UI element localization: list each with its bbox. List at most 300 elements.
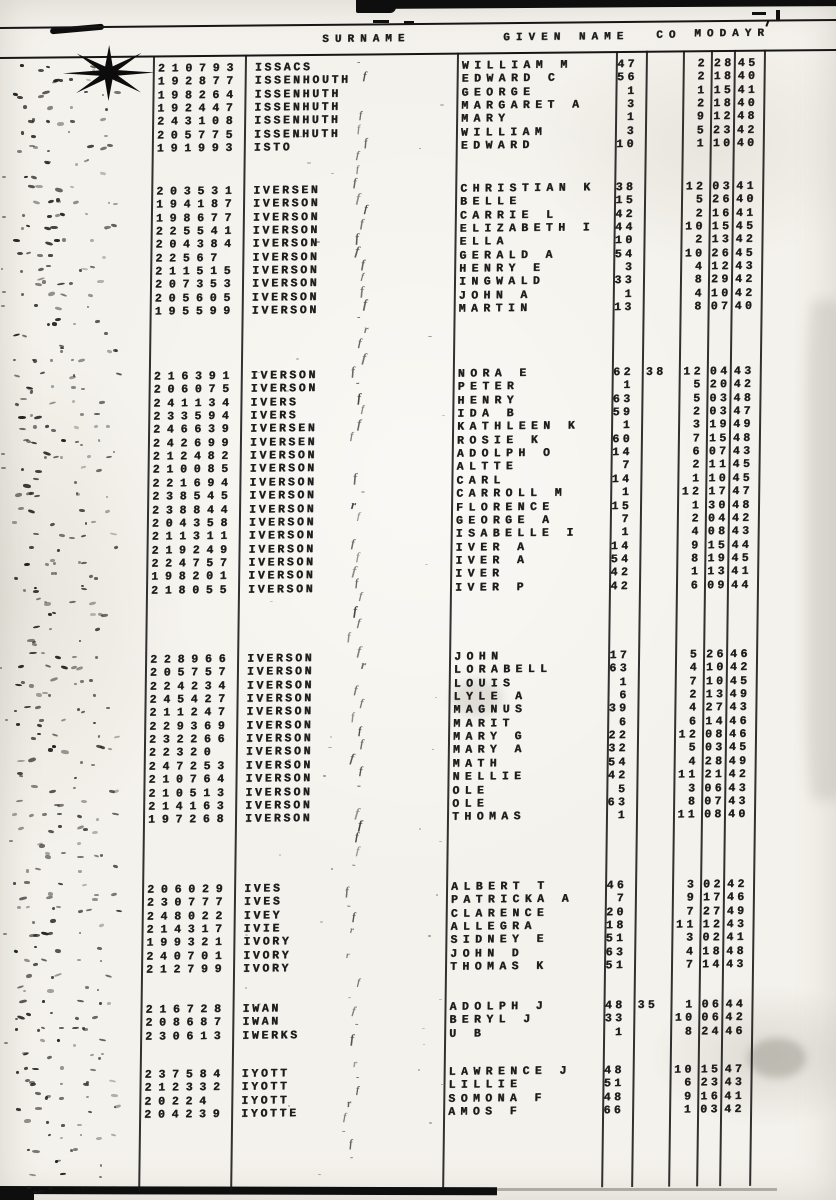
cell-co: 1 xyxy=(621,526,632,540)
cell-da: 15 xyxy=(707,538,729,552)
scan-speck xyxy=(80,413,84,416)
scan-speck xyxy=(94,577,98,580)
scan-speck xyxy=(442,415,445,417)
cell-da: 26 xyxy=(706,648,727,662)
cell-mo: 5 xyxy=(688,741,699,755)
cell-da: 03 xyxy=(709,391,731,405)
cell-da: 10 xyxy=(710,286,732,300)
cell-mo: 6 xyxy=(688,715,700,729)
scan-smudge-mark: f xyxy=(362,297,368,312)
cell-da: 23 xyxy=(712,123,734,137)
cell-da: 12 xyxy=(702,918,724,932)
scan-speck xyxy=(17,95,23,98)
scan-speck xyxy=(91,521,96,523)
cell-id: 198677 xyxy=(155,211,239,226)
cell-mo: 2 xyxy=(691,512,702,526)
cell-given: MARGARET A xyxy=(461,98,585,113)
scan-speck xyxy=(52,322,57,326)
scan-speck xyxy=(61,238,66,242)
scan-speck xyxy=(50,359,53,362)
scan-speck xyxy=(323,775,326,777)
cell-id: 230613 xyxy=(145,1029,228,1044)
cell-yr: 41 xyxy=(737,83,759,97)
cell-da: 27 xyxy=(705,701,727,715)
cell-da: 16 xyxy=(711,206,733,220)
cell-yr: 40 xyxy=(736,136,758,151)
cell-given: ADOLPH O xyxy=(456,446,556,461)
cell-co: 14 xyxy=(612,446,633,460)
cell-id: 241134 xyxy=(153,396,236,411)
cell-mo: 8 xyxy=(690,552,702,566)
cell-given: PETER xyxy=(457,380,520,394)
scan-speck xyxy=(46,265,51,267)
cell-co: 15 xyxy=(611,499,633,513)
cell-co: 46 xyxy=(606,879,628,893)
scan-speck xyxy=(103,332,107,335)
scan-speck xyxy=(256,122,258,124)
cell-yr: 42 xyxy=(733,378,755,392)
cell-da: 12 xyxy=(713,110,734,124)
cell-co: 51 xyxy=(605,932,627,946)
cell-given: ALTTE xyxy=(456,460,519,475)
cell-given: ELLA xyxy=(459,235,509,249)
cell-co: 10 xyxy=(614,234,636,248)
cell-da: 10 xyxy=(712,137,734,151)
scan-smudge-mark: f xyxy=(359,217,364,231)
cell-given: FLORENCE xyxy=(455,500,555,515)
cell-id: 247253 xyxy=(148,759,232,774)
scan-speck xyxy=(289,398,292,400)
cell-surname: IVERSON xyxy=(248,555,316,570)
cell-surname: IVERSON xyxy=(246,718,314,733)
cell-co: 63 xyxy=(612,392,634,406)
cell-yr: 48 xyxy=(733,391,755,405)
cell-surname: IVERSON xyxy=(252,197,321,211)
cell-given: NORA E xyxy=(457,366,532,381)
scan-smudge-mark: r xyxy=(346,1098,353,1111)
scan-smudge-mark: - xyxy=(355,1071,360,1083)
cell-id: 218055 xyxy=(150,583,234,598)
scan-smudge-mark: f xyxy=(354,831,359,844)
scan-speck xyxy=(21,131,25,135)
cell-co: 1 xyxy=(617,809,629,823)
cell-yr: 41 xyxy=(735,206,757,220)
scan-speck xyxy=(428,935,431,937)
cell-given: HENRY xyxy=(457,393,520,408)
scan-speck xyxy=(61,439,66,443)
cell-mo: 3 xyxy=(686,878,698,892)
cell-surname: IVERSEN xyxy=(253,183,321,198)
cell-yr: 41 xyxy=(736,179,757,193)
cell-id: 242699 xyxy=(152,436,236,451)
cell-mo: 9 xyxy=(696,110,708,124)
cell-given: LOUIS xyxy=(453,676,516,691)
scan-smudge-mark: f xyxy=(351,537,356,550)
scan-speck xyxy=(432,749,434,751)
cell-co: 48 xyxy=(603,1064,625,1078)
scan-smudge-mark: f xyxy=(356,644,362,659)
cell-surname: IVORY xyxy=(243,948,292,963)
accent-mark xyxy=(765,20,769,26)
scan-smudge-mark: f xyxy=(355,163,360,175)
cell-id: 219249 xyxy=(151,543,234,558)
cell-da: 14 xyxy=(705,714,726,729)
cell-co: 56 xyxy=(616,71,638,85)
cell-co: 42 xyxy=(615,207,636,221)
cell-yr: 43 xyxy=(728,794,749,808)
cell-given: MATH xyxy=(452,757,503,771)
cell-surname: IVERSON xyxy=(246,692,314,706)
cell-id: 225541 xyxy=(155,224,239,239)
cell-surname: IVERSON xyxy=(249,462,317,477)
scan-smudge-mark: - xyxy=(360,484,366,499)
cell-da: 07 xyxy=(708,445,730,459)
scan-smudge-mark: - xyxy=(356,310,361,323)
cell-surname: ISSENHUTH xyxy=(254,87,342,102)
scan-smudge-mark: f xyxy=(360,257,365,272)
cell-co: 1 xyxy=(627,84,638,98)
cell-da: 28 xyxy=(713,56,735,71)
cell-id: 224757 xyxy=(151,556,234,571)
scan-speck xyxy=(33,478,39,481)
cell-id: 233594 xyxy=(153,409,236,424)
cell-co: 51 xyxy=(603,1077,625,1091)
cell-yr: 47 xyxy=(733,404,754,419)
cell-id: 206075 xyxy=(153,383,236,397)
scan-speck xyxy=(271,721,274,723)
cell-surname: IVERSON xyxy=(245,772,313,786)
cell-yr: 42 xyxy=(729,661,751,675)
scan-speck xyxy=(1,467,6,469)
cell-yr: 43 xyxy=(726,917,748,932)
scan-speck xyxy=(85,212,89,215)
cell-mo: 9 xyxy=(686,891,697,905)
cell-mo: 5 xyxy=(693,391,704,406)
scan-speck xyxy=(107,349,112,353)
scan-smudge-mark: f xyxy=(344,884,350,898)
cell-co: 39 xyxy=(608,702,630,716)
cell-mo: 3 xyxy=(687,781,699,795)
cell-surname: IYOTT xyxy=(241,1093,290,1108)
cell-surname: IVERSON xyxy=(247,652,315,666)
cell-yr: 42 xyxy=(728,767,750,782)
cell-given: KATHLEEN K xyxy=(457,419,581,435)
cell-id: 216728 xyxy=(145,1002,228,1017)
cell-mo: 2 xyxy=(697,57,708,71)
cell-id: 211247 xyxy=(149,706,232,720)
cell-id: 198201 xyxy=(151,570,234,584)
cell-mo: 4 xyxy=(694,260,706,274)
cell-mo: 3 xyxy=(685,931,697,945)
cell-mo: 2 xyxy=(697,70,708,84)
scan-smudge-mark: f xyxy=(348,1138,354,1151)
scan-speck xyxy=(92,898,98,901)
cell-mo: 11 xyxy=(675,918,697,932)
cell-surname: IVERSON xyxy=(245,758,314,773)
scan-speck xyxy=(50,558,55,561)
cell-da: 23 xyxy=(700,1076,722,1090)
cell-co: 7 xyxy=(616,892,627,906)
cell-given: LORABELL xyxy=(453,663,553,678)
cell-co: 1 xyxy=(622,419,634,433)
cell-id: 204358 xyxy=(151,516,235,531)
cell-surname: IVERSEN xyxy=(250,422,318,437)
cell-da: 06 xyxy=(701,998,723,1012)
cell-co: 33 xyxy=(614,274,636,288)
cell-da: 15 xyxy=(713,83,735,97)
cell-mo: 2 xyxy=(692,405,704,419)
cell-given: GEORGE xyxy=(461,85,536,100)
cell-co: 1 xyxy=(626,111,638,125)
cell-given: GEORGE A xyxy=(455,513,555,528)
cell-co: 17 xyxy=(609,648,631,663)
scan-smudge-mark: r xyxy=(350,497,357,512)
scan-smudge-mark: f xyxy=(349,1031,355,1046)
cell-co: 47 xyxy=(617,57,638,72)
cell-co: 66 xyxy=(603,1104,625,1118)
cell-mo: 5 xyxy=(695,193,707,207)
cell-id: 198264 xyxy=(157,88,240,103)
cell-co: 3 xyxy=(624,261,636,275)
cell-mo: 8 xyxy=(687,795,699,809)
cell-da: 13 xyxy=(711,233,733,247)
scan-smudge-mark: f xyxy=(350,430,354,442)
column-header-surname: SURNAME xyxy=(322,33,411,46)
cell-co2: 38 xyxy=(645,365,667,379)
cell-co: 42 xyxy=(607,769,629,783)
cell-da: 10 xyxy=(708,471,730,486)
cell-id: 203531 xyxy=(156,184,239,199)
cell-mo: 6 xyxy=(684,1076,695,1090)
scan-smudge-mark: f xyxy=(361,350,368,365)
scan-smudge-mark: f xyxy=(352,177,358,190)
cell-da: 20 xyxy=(709,378,731,392)
cell-id: 243108 xyxy=(157,115,240,129)
cell-id: 210793 xyxy=(157,61,241,76)
scan-speck xyxy=(441,1084,443,1086)
scan-smudge-mark: f xyxy=(351,911,356,924)
scan-smudge-mark: f xyxy=(356,978,361,989)
cell-da: 13 xyxy=(705,688,727,702)
cell-co: 10 xyxy=(616,137,637,152)
cell-given: JOHN D xyxy=(450,946,525,961)
cell-yr: 40 xyxy=(737,96,758,110)
cell-da: 17 xyxy=(702,891,724,905)
cell-surname: IVERSON xyxy=(248,542,316,557)
cell-mo: 10 xyxy=(684,246,706,261)
scan-speck xyxy=(101,1053,104,1055)
scan-speck xyxy=(15,1028,19,1031)
scan-smudge-mark: f xyxy=(359,697,364,709)
cell-surname: IVERSON xyxy=(245,798,313,813)
cell-given: JOHN xyxy=(454,650,504,664)
cell-da: 15 xyxy=(700,1063,722,1077)
cell-given: IVER P xyxy=(454,580,529,595)
scan-speck xyxy=(33,145,38,148)
scan-smudge-mark: f xyxy=(352,604,358,619)
scan-smudge-mark: - xyxy=(351,857,357,872)
cell-surname: IVERSON xyxy=(245,785,313,800)
cell-yr: 40 xyxy=(737,70,759,84)
cell-id: 192877 xyxy=(157,75,240,89)
cell-mo: 5 xyxy=(693,378,704,392)
cell-yr: 45 xyxy=(732,471,754,485)
cell-da: 03 xyxy=(700,1103,721,1117)
cell-mo: 10 xyxy=(673,1063,695,1077)
scan-speck xyxy=(418,1069,420,1071)
cell-surname: IVERSON xyxy=(249,475,317,490)
cell-co: 42 xyxy=(610,566,632,580)
scan-smudge-mark: f xyxy=(350,363,357,379)
cell-given: CHRISTIAN K xyxy=(460,181,596,196)
cell-id: 212332 xyxy=(144,1081,227,1096)
cell-mo: 4 xyxy=(689,661,701,675)
cell-surname: ISSENHUTH xyxy=(253,127,341,142)
scan-smudge-mark: f xyxy=(352,470,358,486)
scan-speck xyxy=(48,747,54,751)
cell-id: 20224 xyxy=(144,1094,213,1109)
cell-yr: 42 xyxy=(726,877,748,892)
cell-given: MAGNUS xyxy=(453,703,528,718)
cell-yr: 49 xyxy=(733,418,754,432)
scan-smudge-mark: f xyxy=(355,150,360,162)
scan-speck xyxy=(1,305,6,307)
cell-given: MARY G xyxy=(452,730,527,744)
cell-da: 06 xyxy=(701,1011,723,1025)
scan-smudge-mark: f xyxy=(351,1004,357,1018)
cell-given: EDWARD xyxy=(460,138,535,153)
cell-yr: 45 xyxy=(728,741,750,755)
cell-surname: IVERSON xyxy=(247,582,316,597)
cell-id: 207353 xyxy=(154,278,238,292)
cell-mo: 4 xyxy=(694,287,705,301)
cell-surname: IVERSON xyxy=(252,210,321,225)
cell-da: 16 xyxy=(700,1089,722,1104)
cell-yr: 42 xyxy=(734,286,756,300)
cell-given: EDWARD C xyxy=(461,71,561,86)
cell-mo: 12 xyxy=(678,728,700,742)
cell-given: U B xyxy=(449,1027,487,1041)
scan-speck xyxy=(70,386,75,389)
scan-smudge-mark: f xyxy=(354,243,361,259)
scan-speck xyxy=(49,918,55,923)
scan-speck xyxy=(14,492,22,497)
scan-speck xyxy=(425,564,428,566)
cell-mo: 7 xyxy=(685,958,697,972)
cell-co: 15 xyxy=(615,194,637,208)
cell-da: 24 xyxy=(701,1024,722,1039)
cell-da: 13 xyxy=(707,565,728,579)
cell-co: 14 xyxy=(610,539,632,553)
cell-id: 199321 xyxy=(146,936,229,951)
cell-given: CARL xyxy=(456,473,506,488)
cell-yr: 46 xyxy=(728,727,750,742)
scan-speck xyxy=(435,697,437,699)
cell-given: GERALD A xyxy=(459,248,558,263)
cell-given: JOHN A xyxy=(458,288,533,303)
cell-mo: 2 xyxy=(695,206,706,221)
cell-da: 10 xyxy=(705,674,727,688)
cell-given: LILLIE xyxy=(448,1078,523,1093)
scan-speck xyxy=(104,135,108,137)
cell-co: 54 xyxy=(608,755,629,769)
cell-mo: 1 xyxy=(692,472,703,486)
cell-given: AMOS F xyxy=(448,1105,523,1119)
cell-co: 1 xyxy=(614,1025,626,1039)
scan-smudge-mark: f xyxy=(360,404,365,416)
cell-id: 208687 xyxy=(145,1016,228,1030)
cell-yr: 43 xyxy=(731,524,753,539)
cell-given: SIDNEY E xyxy=(450,933,549,948)
scan-smudge-mark: f xyxy=(347,630,352,644)
cell-yr: 40 xyxy=(727,808,749,822)
scan-speck xyxy=(82,1187,85,1191)
cell-id: 204384 xyxy=(155,238,238,252)
cell-given: OLE xyxy=(452,783,490,798)
scan-speck xyxy=(30,413,33,417)
cell-co: 42 xyxy=(610,579,632,593)
scan-speck xyxy=(12,520,17,523)
cell-mo: 10 xyxy=(685,220,706,234)
cell-id: 216391 xyxy=(153,369,237,384)
cell-yr: 40 xyxy=(735,193,757,207)
scan-smudge-mark: f xyxy=(350,711,356,724)
cell-given: NELLIE xyxy=(452,770,527,784)
cell-da: 02 xyxy=(702,931,724,945)
scan-speck xyxy=(59,79,63,82)
column-header-given-name: GIVEN NAME xyxy=(503,30,630,45)
cell-id: 195599 xyxy=(154,304,237,319)
cell-id: 221694 xyxy=(152,476,235,491)
cell-mo: 4 xyxy=(691,525,702,539)
cell-surname: ISSACS xyxy=(254,60,313,75)
scan-speck xyxy=(45,1121,48,1124)
cell-da: 14 xyxy=(701,958,723,972)
cell-given: IDA B xyxy=(457,407,519,421)
cell-id: 22567 xyxy=(155,251,224,266)
cell-yr: 45 xyxy=(731,551,753,565)
scan-speck xyxy=(31,358,34,361)
scan-speck xyxy=(1,268,3,270)
scan-speck xyxy=(47,214,52,217)
scan-smudge-mark: f xyxy=(343,1111,347,1123)
scan-speck xyxy=(50,384,54,388)
cell-id: 246639 xyxy=(153,423,236,437)
cell-mo: 1 xyxy=(685,998,696,1012)
scan-speck xyxy=(106,424,111,427)
scan-speck xyxy=(85,522,87,525)
cell-da: 07 xyxy=(710,300,732,314)
cell-yr: 44 xyxy=(731,538,753,552)
cell-surname: IVERSON xyxy=(248,515,317,530)
cell-mo: 2 xyxy=(696,97,708,111)
cell-co: 20 xyxy=(606,905,627,919)
scan-smudge-mark: - xyxy=(355,1018,360,1031)
cell-da: 21 xyxy=(704,768,726,782)
cell-id: 210513 xyxy=(148,786,231,801)
cell-da: 18 xyxy=(713,97,734,111)
scan-speck xyxy=(61,1124,65,1127)
scan-speck xyxy=(77,959,81,961)
cell-yr: 45 xyxy=(737,56,759,70)
cell-mo: 12 xyxy=(683,365,704,379)
cell-surname: IVERSON xyxy=(250,368,319,383)
scan-speck xyxy=(15,1070,19,1074)
cell-surname: IVERSON xyxy=(248,502,317,517)
cell-yr: 46 xyxy=(725,1024,746,1038)
scan-smudge-mark: f xyxy=(356,510,361,522)
cell-mo: 4 xyxy=(685,945,697,959)
